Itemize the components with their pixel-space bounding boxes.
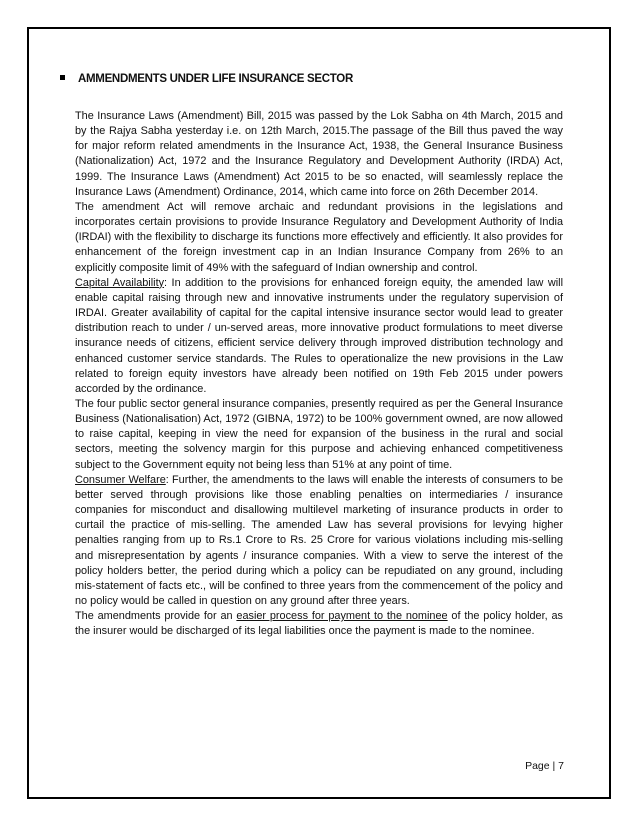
body-text: [75, 109, 563, 639]
consumer-welfare-text: : Further, the amendments to the laws will enable the interests of consumers to be better served through provisions like those enabling penalties on intermediaries / insurance companies for misconduct and disallowing multilevel marketing of insurance products in order to curtail the practice of mis-selling. The amended Law has several provisions for levying higher penalties ranging from up to Rs.1 Crore to Rs. 25 Crore for various violations including mis-selling and misrepresentation by agents / insurance companies. With a view to serve the interest of the policy holders better, the period during which a policy can be repudiated on any ground, including mis-statement of facts etc., will be confined to three years from the commencement of the policy and no policy would be called in question on any ground after three years.: [75, 473, 564, 607]
section-heading: [60, 73, 580, 85]
nominee-text-post: of the policy holder, as the insurer would be discharged of its legal liabilities once the payment is made to the nominee.: [75, 610, 563, 638]
page-number: Page | 7: [525, 760, 564, 772]
paragraph-amendment-act: The amendment Act will remove archaic and redundant provisions in the legislations and incorporates certain provisions to provide Insurance Regulatory and Development Authority of India (IRDAI) with the flexibility to discharge its functions more effectively and efficiently. It also provides for enhancement of the foreign investment cap in an Indian Insurance Company from 26% to an explicitly composite limit of 49% with the safeguard of Indian ownership and control.: [75, 200, 563, 274]
section-heading-text: AMMENDMENTS UNDER LIFE INSURANCE SECTOR: [78, 73, 353, 85]
capital-availability-text: : In addition to the provisions for enhanced foreign equity, the amended law will enable capital raising through new and innovative instruments under the regulatory supervision of IRDAI. Greater availability of capital for the capital intensive insurance sector would lead to greater distribution reach to under / un-served areas, more innovative product formulations to meet diverse insurance needs of citizens, efficient service delivery through improved distribution technology and enhanced customer service standards. The Rules to operationalize the new provisions in the Law related to foreign equity investors have already been notified on 19th Feb 2015 under powers accorded by the ordinance.: [75, 276, 564, 395]
paragraph-public-sector: The four public sector general insurance companies, presently required as per the General Insurance Business (Nationalisation) Act, 1972 (GIBNA, 1972) to be 100% government owned, are now allowed to raise capital, keeping in view the need for expansion of the business in the rural and social sectors, meeting the solvency margin for this purpose and achieving enhanced competitiveness subject to the Government equity not being less than 51% at any point of time.: [75, 397, 563, 471]
nominee-underlined-phrase: easier process for payment to the nominee: [236, 610, 448, 623]
capital-availability-label: Capital Availability: [75, 276, 165, 289]
paragraph-consumer-welfare: [75, 473, 563, 609]
paragraph-bill-passage: The Insurance Laws (Amendment) Bill, 2015 was passed by the Lok Sabha on 4th March, 2015 and by the Rajya Sabha yesterday i.e. on 12th March, 2015.The passage of the Bill thus paved the way for major reform related amendments in the Insurance Act, 1938, the General Insurance Business (Nationalization) Act, 1972 and the Insurance Regulatory and Development Authority (IRDA) Act, 1999. The Insurance Laws (Amendment) Act 2015 to be so enacted, will seamlessly replace the Insurance Laws (Amendment) Ordinance, 2014, which came into force on 26th December 2014.: [75, 110, 563, 198]
paragraph-nominee-payment: [75, 609, 563, 639]
paragraph-capital-availability: [75, 276, 563, 397]
nominee-text-pre: The amendments provide for an: [75, 610, 237, 623]
consumer-welfare-label: Consumer Welfare: [75, 473, 166, 486]
square-bullet-icon: [60, 75, 65, 80]
